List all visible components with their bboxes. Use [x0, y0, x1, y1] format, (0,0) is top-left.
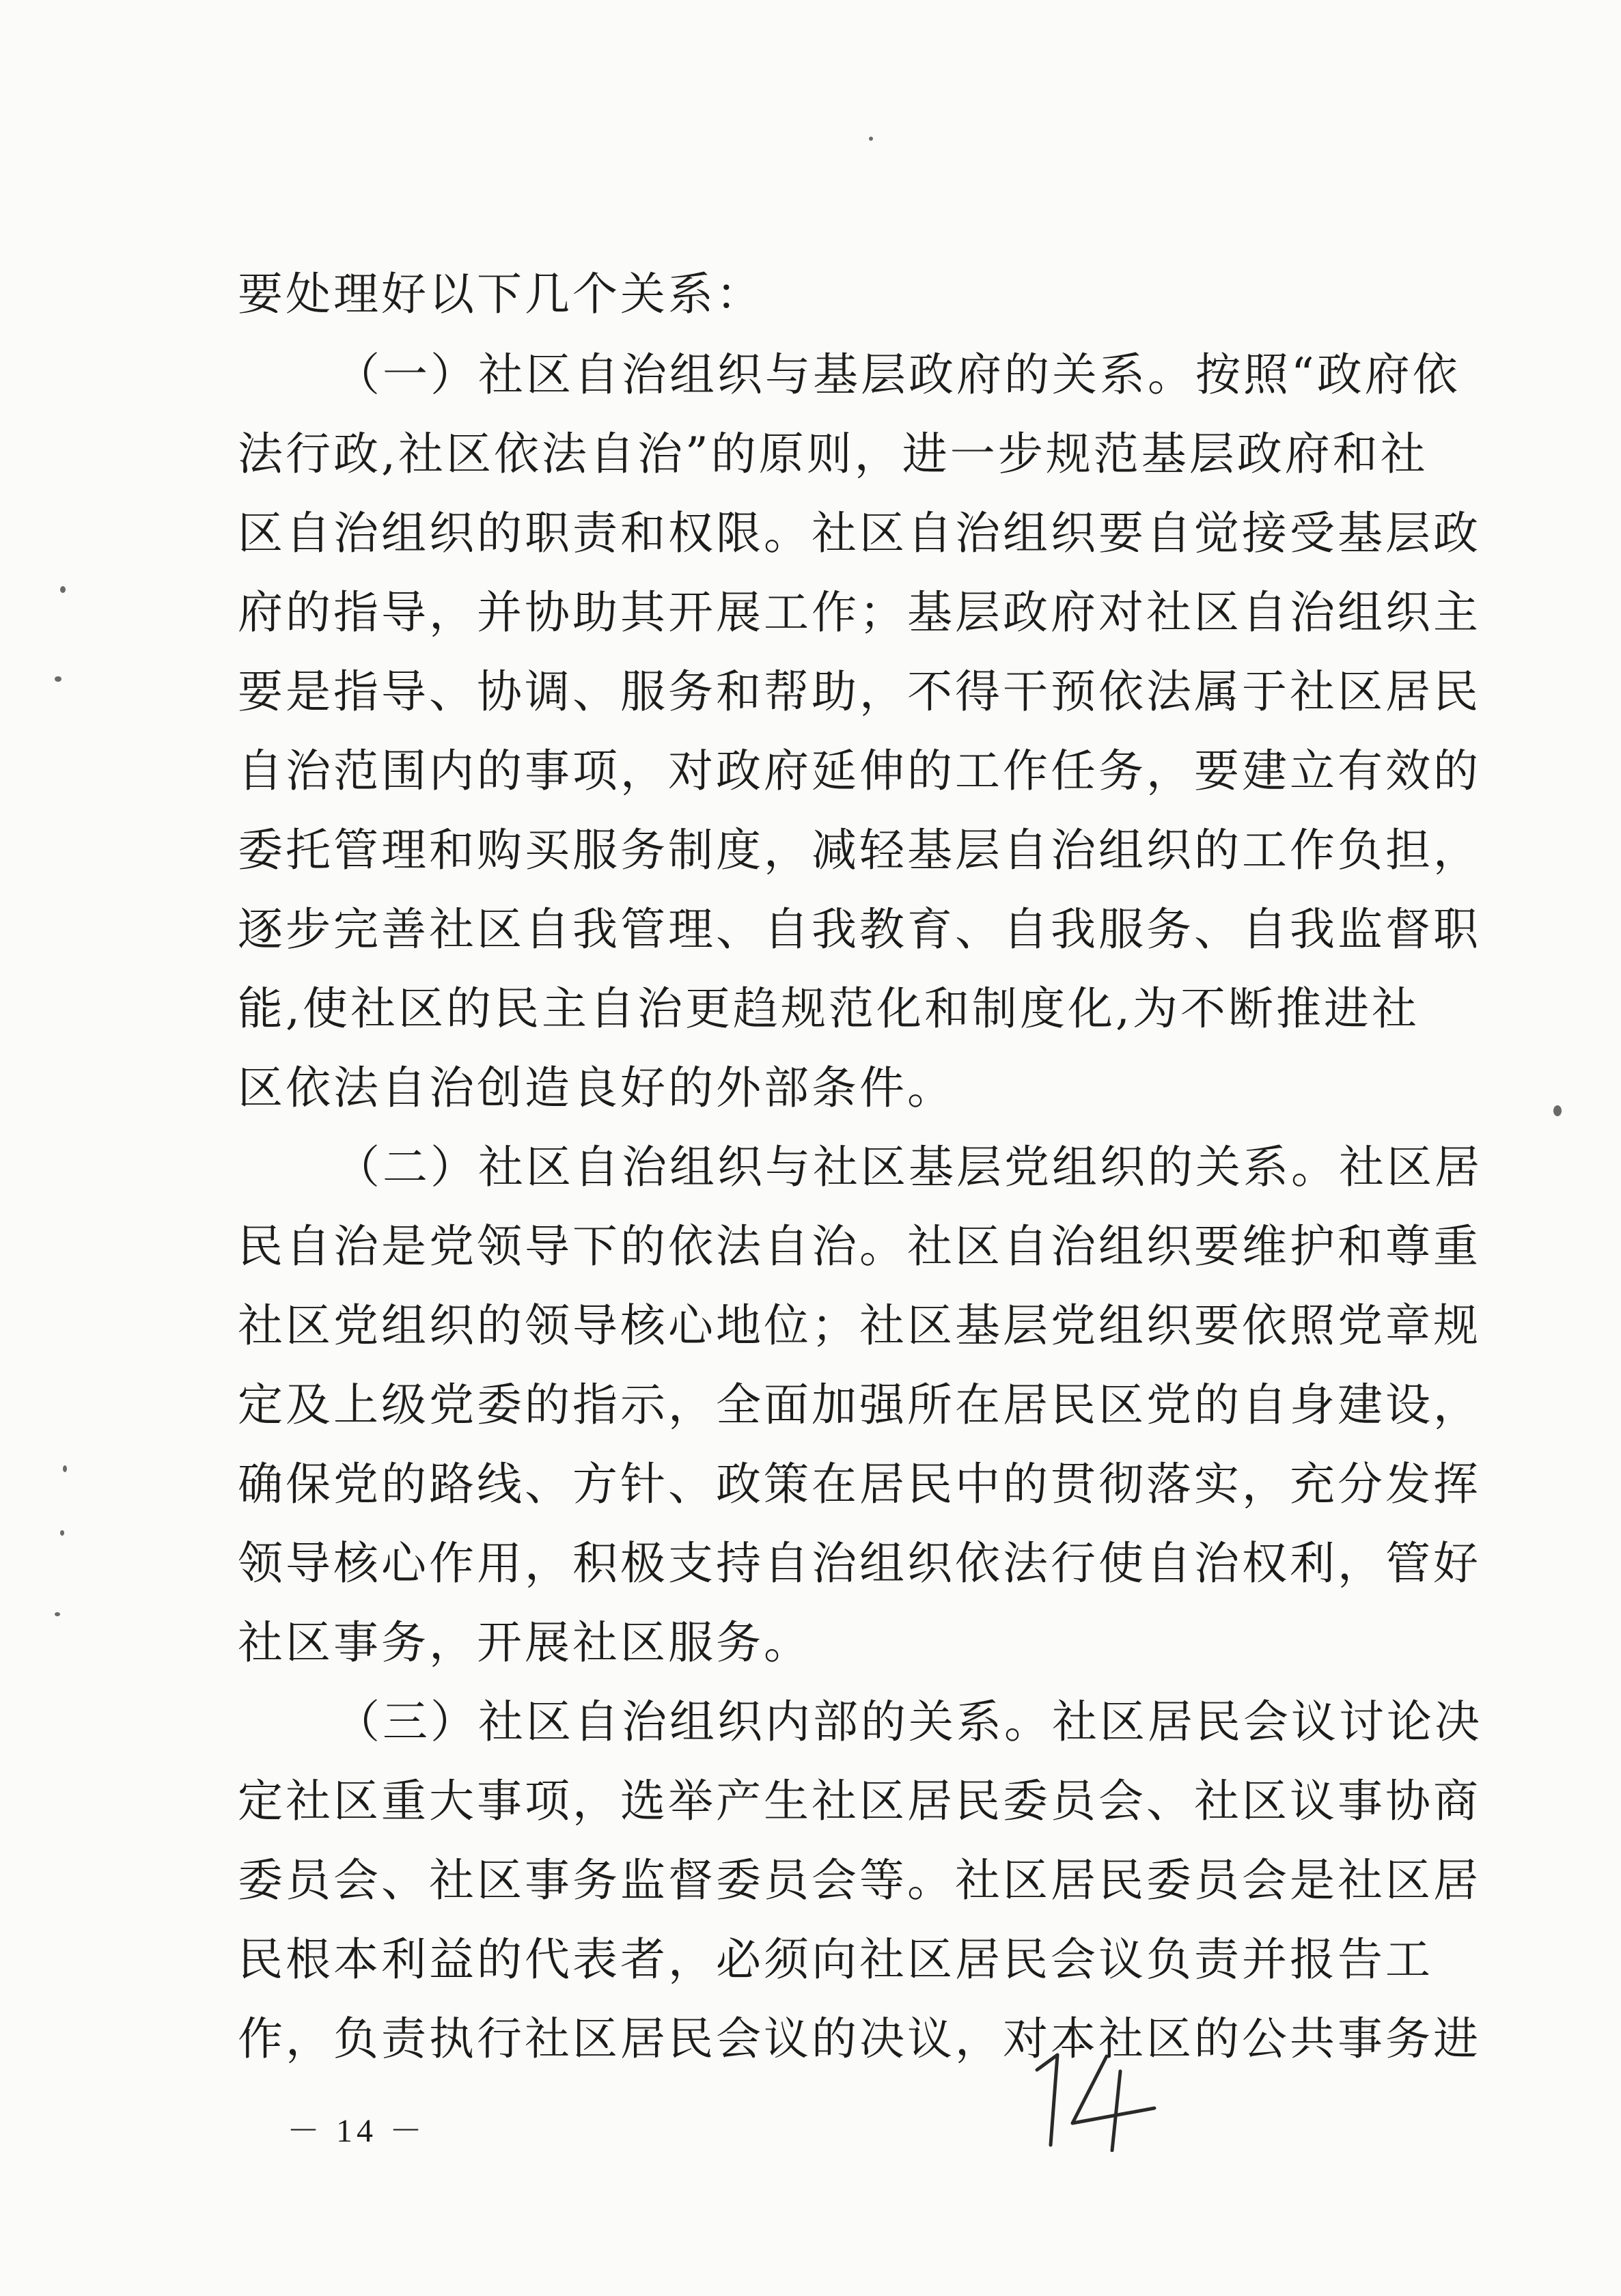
- text-line: 区自治组织的职责和权限。社区自治组织要自觉接受基层政: [238, 507, 1481, 559]
- text-line: 定及上级党委的指示，全面加强所在居民区党的自身建设，: [238, 1379, 1481, 1431]
- scan-speck: [1553, 1105, 1562, 1116]
- text-line: 要是指导、协调、服务和帮助，不得干预依法属于社区居民: [238, 665, 1481, 718]
- scan-speck: [60, 586, 66, 593]
- handwritten-page-number: [1025, 2043, 1161, 2152]
- scan-speck: [869, 137, 873, 141]
- text-line: 区依法自治创造良好的外部条件。: [238, 1062, 955, 1114]
- text-line: 逐步完善社区自我管理、自我教育、自我服务、自我监督职: [238, 903, 1481, 956]
- scan-speck: [60, 1530, 64, 1536]
- text-line: （一）社区自治组织与基层政府的关系。按照“政府依: [335, 348, 1460, 401]
- text-line: 自治范围内的事项，对政府延伸的工作任务，要建立有效的: [238, 745, 1481, 797]
- text-line: 委员会、社区事务监督委员会等。社区居民委员会是社区居: [238, 1854, 1481, 1907]
- page-number: － 14 －: [287, 2113, 427, 2149]
- text-line: （三）社区自治组织内部的关系。社区居民会议讨论决: [335, 1696, 1482, 1748]
- scan-speck: [55, 1612, 60, 1616]
- scan-speck: [63, 1465, 67, 1472]
- text-line: 府的指导，并协助其开展工作；基层政府对社区自治组织主: [238, 586, 1481, 639]
- text-line: 能,使社区的民主自治更趋规范化和制度化,为不断推进社: [238, 982, 1419, 1035]
- text-line: 领导核心作用，积极支持自治组织依法行使自治权利，管好: [238, 1537, 1481, 1590]
- text-line: 定社区重大事项，选举产生社区居民委员会、社区议事协商: [238, 1775, 1481, 1827]
- text-line: 民自治是党领导下的依法自治。社区自治组织要维护和尊重: [238, 1220, 1481, 1273]
- scan-speck: [55, 676, 61, 682]
- text-line: （二）社区自治组织与社区基层党组织的关系。社区居: [335, 1141, 1482, 1193]
- text-line: 民根本利益的代表者，必须向社区居民会议负责并报告工: [238, 1933, 1433, 1986]
- text-line: 法行政,社区依法自治”的原则，进一步规范基层政府和社: [238, 428, 1428, 480]
- text-line: 作，负责执行社区居民会议的决议，对本社区的公共事务进: [238, 2013, 1481, 2065]
- text-line: 社区党组织的领导核心地位；社区基层党组织要依照党章规: [238, 1299, 1481, 1352]
- text-line: 委托管理和购买服务制度，减轻基层自治组织的工作负担，: [238, 824, 1481, 876]
- text-line: 社区事务，开展社区服务。: [238, 1616, 812, 1669]
- text-line: 要处理好以下几个关系：: [238, 268, 764, 320]
- text-line: 确保党的路线、方针、政策在居民中的贯彻落实，充分发挥: [238, 1458, 1481, 1510]
